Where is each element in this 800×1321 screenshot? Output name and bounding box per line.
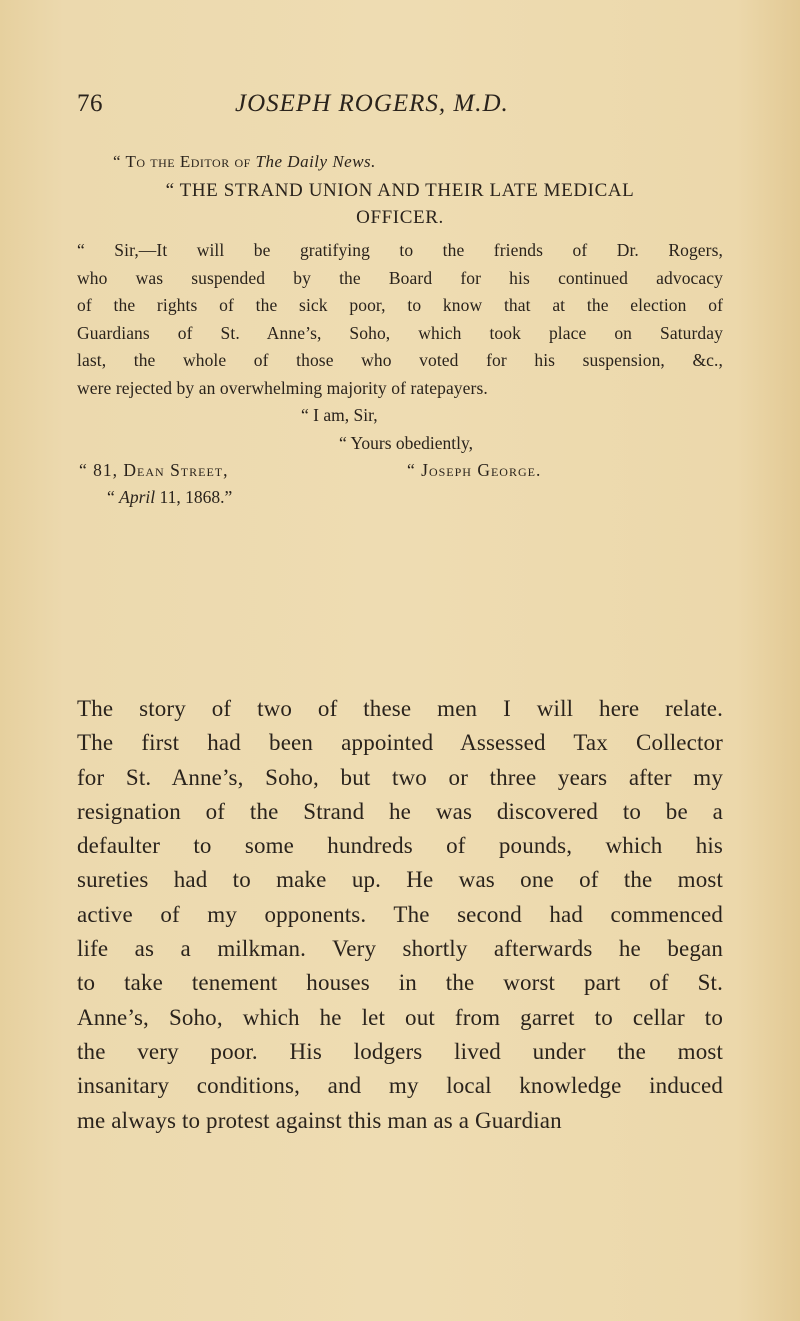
headline-line-2: OFFICER. [356,207,444,228]
narrative-line: the very poor. His lodgers lived under the most [77,1038,723,1064]
narrative-line: to take tenement houses in the worst part of St. [77,970,723,996]
narrative-paragraph [77,692,723,1138]
narrative-line: The first had been appointed Assessed Tax Collector [77,730,723,756]
date-month: April [119,487,156,507]
address-date [107,484,723,512]
narrative-line: life as a milkman. Very shortly afterwards he began [77,936,723,962]
letter-line: Guardians of St. Anne’s, Soho, which took place on Saturday [77,322,723,343]
newspaper-name: The Daily News. [255,152,376,171]
letter-line: “ Sir,—It will be gratifying to the friends of Dr. Rogers, [77,240,723,260]
narrative-line: resignation of the Strand he was discovered to be a [77,798,723,824]
letter-body [77,237,723,402]
quoted-letter [77,148,723,512]
narrative-line: defaulter to some hundreds of pounds, which his [77,833,723,859]
closing-yours-obediently: “ Yours obediently, [339,432,474,453]
narrative-line: active of my opponents. The second had commenced [77,901,723,927]
letter-closing [77,402,723,512]
running-title: JOSEPH ROGERS, M.D. [235,90,509,117]
letter-line: were rejected by an overwhelming majority of ratepayers. [77,377,488,398]
narrative-line: insanitary conditions, and my local knowledge induced [77,1073,723,1099]
letter-line: of the rights of the sick poor, to know that at the election of [77,295,723,315]
headline-line-1: “ THE STRAND UNION AND THEIR LATE MEDICAL [165,180,635,201]
to-editor-prefix: “ To the Editor of [113,152,256,171]
letter-line: who was suspended by the Board for his continued advocacy [77,267,723,288]
letter-headline [77,177,723,231]
letter-salutation-editor [113,148,723,176]
narrative-line: sureties had to make up. He was one of the most [77,867,723,893]
date-open-quote: “ [107,487,120,507]
narrative-line: Anne’s, Soho, which he let out from garret to cellar to [77,1004,723,1030]
signature-name: “ Joseph George. [407,460,542,480]
page-header [77,90,723,126]
date-rest: 11, 1868.” [155,487,233,507]
letter-line: last, the whole of those who voted for his suspension, &c., [77,350,723,370]
closing-i-am-sir: “ I am, Sir, [301,405,378,425]
narrative-line: me always to protest against this man as a Guardian [77,1107,562,1133]
address-street: “ 81, Dean Street, [79,459,229,480]
narrative-line: The story of two of these men I will here relate. [77,696,723,721]
page-number: 76 [77,90,103,117]
narrative-line: for St. Anne’s, Soho, but two or three years after my [77,764,723,790]
